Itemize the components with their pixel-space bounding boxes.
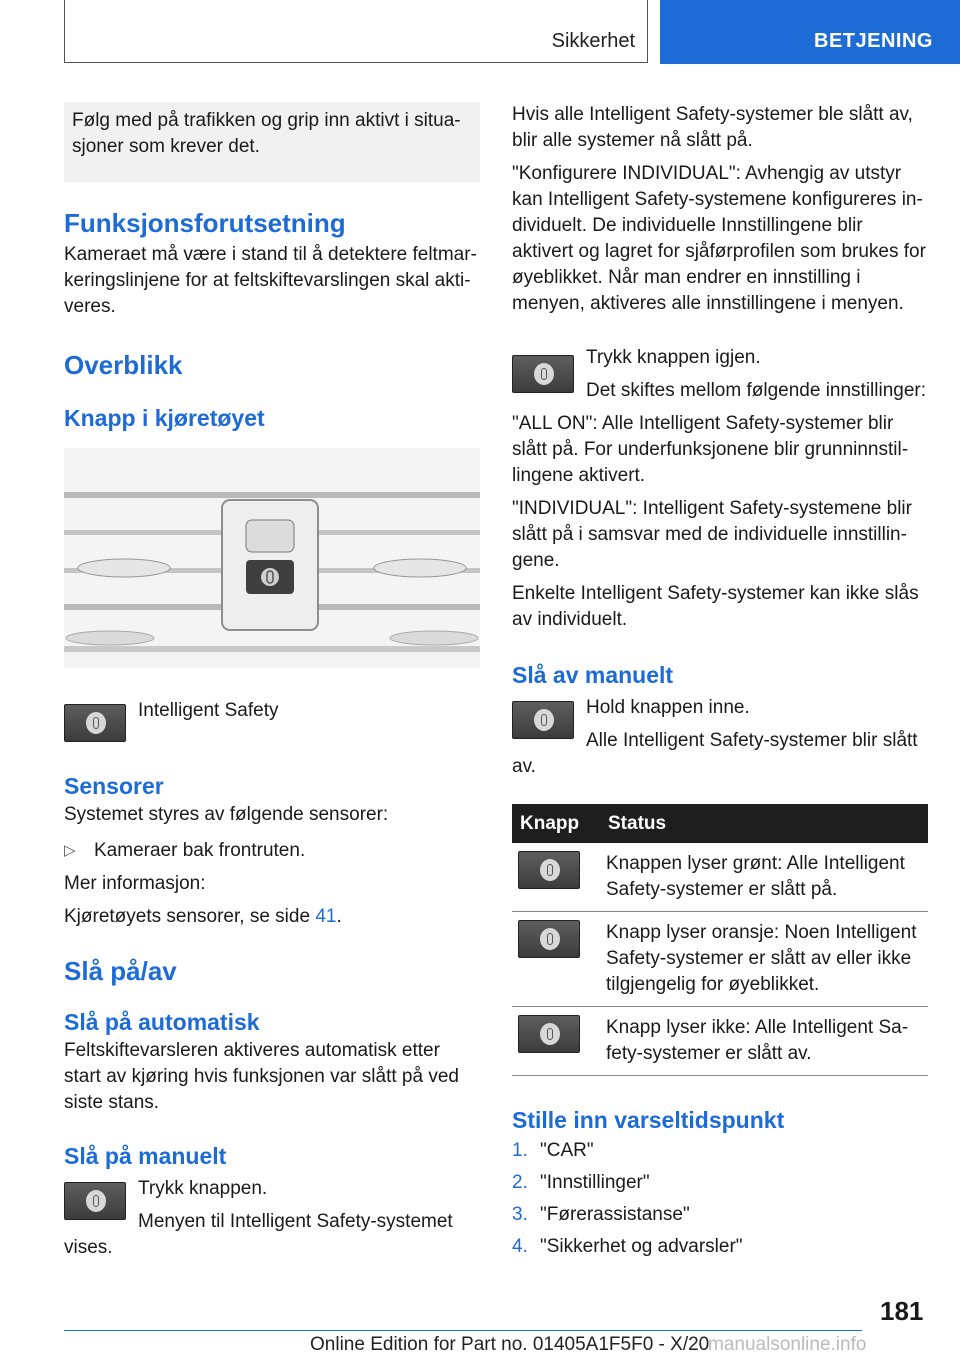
table-cell-status: Knapp lyser oransje: Noen Intelligent Safety-systemer er slått av eller ikke tilgjengelig for øyeblikket.: [600, 912, 928, 1007]
col-knapp: Knapp: [512, 804, 600, 843]
paragraph-sensorer: Systemet styres av følgende sensorer:: [64, 804, 389, 825]
footer-rule: [64, 1330, 862, 1331]
page-number: 181: [880, 1296, 924, 1326]
safety-icon: [86, 1190, 106, 1212]
paragraph-menyen: Menyen til Intelligent Safety-systemet vises.: [64, 1211, 453, 1258]
note-box: [64, 102, 480, 182]
note-text: Følg med på trafikken og grip inn aktivt i situasjoner som krever det.: [72, 110, 461, 157]
step-number: 2.: [512, 1172, 528, 1193]
table-cell-button: [512, 912, 600, 1007]
safety-icon: [540, 1023, 560, 1045]
paragraph-funksjon: Kameraet må være i stand til å detektere feltmarkeringslinjene for at feltskiftevarslingen skal aktiveres.: [64, 244, 477, 317]
paragraph-alle-av: Hvis alle Intelligent Safety-systemer ble slått av, blir alle systemer nå slått på.: [512, 104, 913, 151]
paragraph-alle-slatt-av: Alle Intelligent Safety-systemer blir slått av.: [512, 730, 918, 777]
button-image-pa: [64, 1182, 126, 1220]
table-cell-button: [512, 1007, 600, 1076]
ref-text: Kjøretøyets sensorer, se side: [64, 906, 316, 927]
page-link-41[interactable]: 41: [315, 906, 337, 927]
step-text: "CAR": [540, 1140, 594, 1161]
paragraph-hold: Hold knappen inne.: [586, 697, 750, 718]
intelligent-safety-button-image: [64, 704, 126, 742]
heading-sensorer: Sensorer: [64, 773, 164, 799]
paragraph-enkelte: Enkelte Intelligent Safety-systemer kan ikke slås av individuelt.: [512, 583, 919, 630]
list-item: [512, 1234, 928, 1260]
table-cell-button: [512, 843, 600, 912]
heading-knapp-i-kjoretoyet: Knapp i kjøretøyet: [64, 405, 265, 431]
table-row: [512, 843, 928, 912]
footer-edition: Online Edition for Part no. 01405A1F5F0 - X/20: [310, 1334, 710, 1355]
left-column: [64, 102, 480, 1268]
header-section-label: Sikkerhet: [551, 30, 635, 52]
paragraph-skiftes: Det skiftes mellom følgende innstillinger:: [586, 380, 927, 401]
mer-informasjon: Mer informasjon:: [64, 873, 206, 894]
heading-overblikk: Overblikk: [64, 350, 183, 380]
step-number: 3.: [512, 1204, 528, 1225]
paragraph-trykk: Trykk knappen.: [138, 1178, 268, 1199]
paragraph-pa-automatisk: Feltskiftevarsleren aktiveres automatisk etter start av kjøring hvis funksjonen var slått på ved siste stans.: [64, 1040, 459, 1113]
paragraph-all-on: "ALL ON": Alle Intelligent Safety-systemer blir slått på. For underfunksjonene blir grunninnstillingene aktivert.: [512, 413, 909, 486]
heading-stille-inn: Stille inn varseltidspunkt: [512, 1107, 785, 1133]
button-image-av: [512, 701, 574, 739]
button-image-orange: [518, 920, 580, 958]
paragraph-trykk-igjen: Trykk knappen igjen.: [586, 347, 761, 368]
button-image-off: [518, 1015, 580, 1053]
step-text: "Innstillinger": [540, 1172, 650, 1193]
list-item: [512, 1138, 928, 1164]
safety-icon: [540, 928, 560, 950]
safety-icon: [534, 363, 554, 385]
button-image-green: [518, 851, 580, 889]
paragraph-individual: "INDIVIDUAL": Intelligent Safety-systemene blir slått på i samsvar med de individuelle innstillingene.: [512, 498, 912, 571]
status-table: [512, 804, 928, 1076]
safety-icon: [540, 859, 560, 881]
table-cell-status: Knappen lyser grønt: Alle Intelligent Safety-systemer er slått på.: [600, 843, 928, 912]
header-chapter-label: BETJENING: [814, 30, 933, 52]
heading-funksjonsforutsetning: Funksjonsforutsetning: [64, 208, 346, 238]
sensor-reference: [64, 904, 480, 930]
right-column: [512, 102, 928, 1266]
header-section: [64, 0, 648, 63]
button-caption: Intelligent Safety: [138, 700, 279, 721]
heading-sla-av-manuelt: Slå av manuelt: [512, 662, 674, 688]
bullet-kameraer: [64, 838, 480, 864]
bullet-text: Kameraer bak frontruten.: [94, 840, 306, 861]
safety-icon: [86, 712, 106, 734]
list-item: [512, 1170, 928, 1196]
vehicle-button-photo: [64, 448, 480, 668]
heading-sla-pa-manuelt: Slå på manuelt: [64, 1143, 227, 1169]
step-text: "Sikkerhet og advarsler": [540, 1236, 743, 1257]
table-cell-status: Knapp lyser ikke: Alle Intelligent Safety-systemer er slått av.: [600, 1007, 928, 1076]
heading-sla-pa-av: Slå på/av: [64, 956, 177, 986]
table-row: [512, 1007, 928, 1076]
ref-end: .: [336, 906, 342, 927]
steps-list: [512, 1138, 928, 1260]
safety-icon: [534, 709, 554, 731]
list-item: [512, 1202, 928, 1228]
step-number: 1.: [512, 1140, 528, 1161]
table-header: [512, 804, 928, 843]
heading-sla-pa-automatisk: Slå på automatisk: [64, 1009, 260, 1035]
paragraph-konfigurere: "Konfigurere INDIVIDUAL": Avhengig av utstyr kan Intelligent Safety-systemene konfigureres individuelt. De individuelle Innstillingene blir aktivert og lagret for sjåførprofilen som brukes for øyeblikket. Når man endrer en innstilling i menyen, aktiveres alle innstillingene i menyen.: [512, 163, 926, 314]
header-chapter: [660, 0, 960, 64]
table-row: [512, 912, 928, 1007]
col-status: Status: [600, 804, 928, 843]
step-number: 4.: [512, 1236, 528, 1257]
watermark: manualsonline.info: [708, 1334, 867, 1355]
button-image-igjen: [512, 355, 574, 393]
step-text: "Førerassistanse": [540, 1204, 690, 1225]
